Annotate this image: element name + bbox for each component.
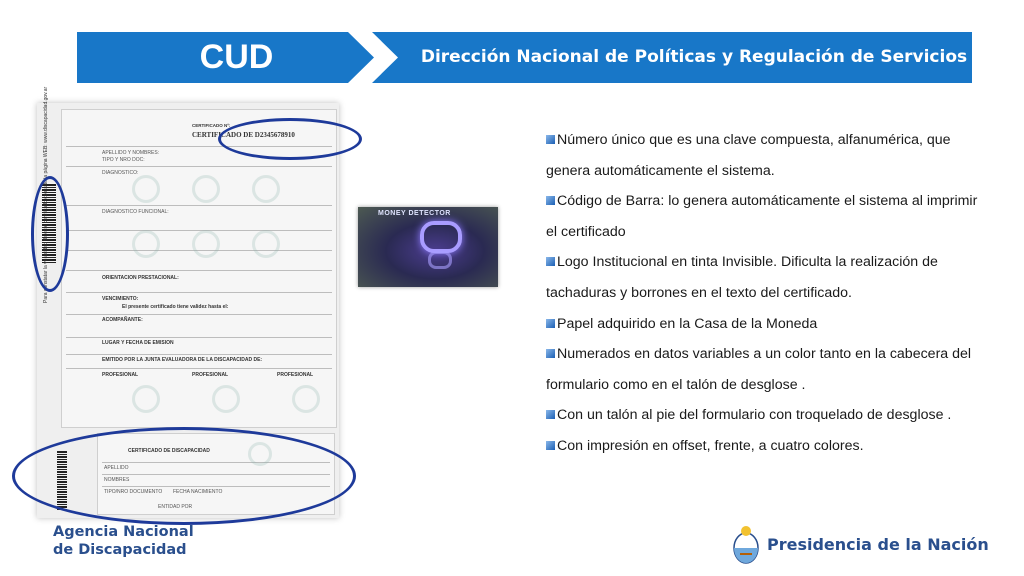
bullet-square-icon [546, 349, 555, 358]
bullet-square-icon [546, 196, 555, 205]
form-field: TIPO Y NRO DOC: [102, 157, 145, 163]
certificate-number: CERTIFICADO DE D2345678910 [192, 131, 295, 139]
form-field: ACOMPAÑANTE: [102, 317, 143, 323]
talon-field: TIPO/NRO DOCUMENTO [104, 489, 163, 495]
form-field: PROFESIONAL [102, 372, 139, 378]
presidency-logo-text: Presidencia de la Nación [767, 535, 989, 554]
form-field: DIAGNOSTICO: [102, 170, 139, 176]
talon-highlight-ellipse [12, 427, 356, 525]
talon-field: APELLIDO [104, 465, 129, 471]
header-subtitle: Dirección Nacional de Políticas y Regulación de Servicios [420, 47, 968, 67]
uv-logo-reflection-icon [428, 251, 452, 269]
form-field: DIAGNOSTICO FUNCIONAL: [102, 209, 169, 215]
list-item: Código de Barra: lo genera automáticamente el sistema al imprimir el certificado [546, 193, 978, 240]
agency-line-1: Agencia Nacional [53, 524, 194, 540]
list-item: Con un talón al pie del formulario con troquelado de desglose . [546, 400, 986, 431]
list-item: Logo Institucional en tinta Invisible. Dificulta la realización de tachaduras y borrones en el texto del certificado. [546, 254, 938, 301]
list-item: Con impresión en offset, frente, a cuatro colores. [546, 431, 986, 462]
form-field: VENCIMIENTO: [102, 296, 139, 302]
list-item: Numerados en datos variables a un color tanto en la cabecera del formulario como en el talón de desglose . [546, 346, 972, 393]
verification-text: Para constatar la veracidad de este certificado consulte la página WEB: www.discapacidad.gov.ar [43, 86, 49, 303]
form-field: LUGAR Y FECHA DE EMISION [102, 340, 174, 346]
agency-line-2: de Discapacidad [53, 542, 187, 558]
number-highlight-ellipse [218, 118, 362, 160]
form-field: PROFESIONAL [277, 372, 314, 378]
form-field: APELLIDO Y NOMBRES: [102, 150, 160, 156]
argentina-shield-icon [730, 524, 762, 566]
bullet-square-icon [546, 410, 555, 419]
form-field: EMITIDO POR LA JUNTA EVALUADORA DE LA DISCAPACIDAD DE: [102, 357, 263, 363]
money-detector-photo [358, 207, 498, 287]
certificate-number-label: CERTIFICADO Nº: [192, 123, 231, 128]
talon-field: FECHA NACIMIENTO [173, 489, 223, 495]
talon-title: CERTIFICADO DE DISCAPACIDAD [128, 448, 210, 454]
form-field: El presente certificado tiene validez hasta el: [122, 304, 229, 310]
agency-logo [53, 523, 194, 559]
bullet-square-icon [546, 441, 555, 450]
bullet-square-icon [546, 319, 555, 328]
talon-field: NOMBRES [104, 477, 130, 483]
list-item: Papel adquirido en la Casa de la Moneda [546, 309, 986, 340]
money-detector-label: MONEY DETECTOR [378, 210, 451, 217]
barcode-highlight-ellipse [31, 176, 69, 292]
header-title: CUD [199, 38, 274, 76]
uv-logo-icon [420, 221, 462, 253]
bullet-square-icon [546, 135, 555, 144]
features-list [546, 125, 986, 462]
form-field: ORIENTACION PRESTACIONAL: [102, 275, 179, 281]
talon-field: ENTIDAD POR [158, 504, 193, 510]
bullet-square-icon [546, 257, 555, 266]
form-field: PROFESIONAL [192, 372, 229, 378]
list-item: Número único que es una clave compuesta, alfanumérica, que genera automáticamente el sistema. [546, 132, 951, 179]
